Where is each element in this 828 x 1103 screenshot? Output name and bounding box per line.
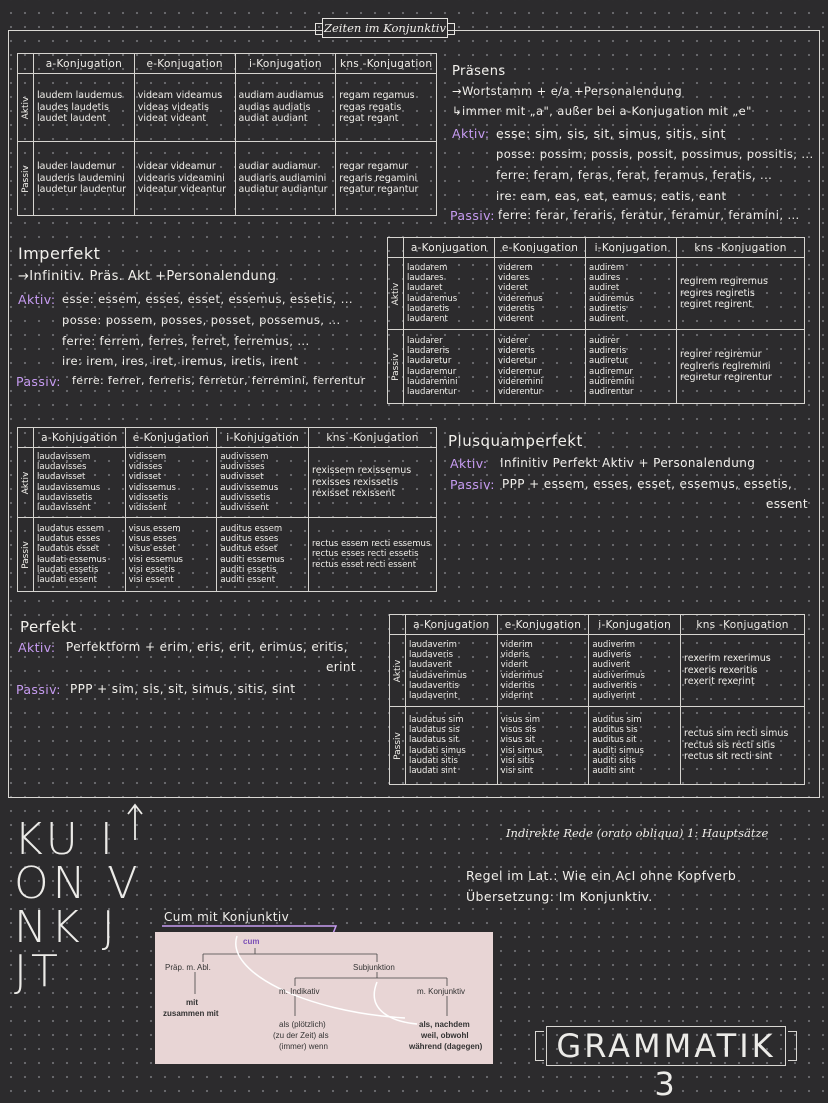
side-label-passive: Passiv [18,518,34,592]
plusquam-active-label: Aktiv: [450,456,488,471]
plusquam-passive-kns: rectus essem recti essemus rectus esses recti essetis rectus esset recti essent [309,518,437,592]
praesens-passive-kns: regar regamur regaris regamini regatur regantur [336,142,437,216]
diagram-prep: Präp. m. Abl. [165,963,211,972]
header-i: i-Konjugation [235,54,336,74]
plusquam-passive-label: Passiv: [450,477,495,492]
imperfekt-active-e: viderem videres videret videremus videretis viderent [495,258,586,330]
side-label-passive: Passiv [388,330,404,404]
plusquam-passive-rule-end: essent [766,497,808,511]
letter-row: JT [14,946,62,997]
perfekt-passive-i: auditus sim auditus sis auditus sit auditi simus auditi sitis auditi sint [589,707,681,785]
plusquam-passive-a: laudatus essem laudatus esses laudatus esset laudati essemus laudati essetis laudati essent [34,518,126,592]
diagram-subjunctive-meaning-2: weil, obwohl [421,1031,469,1040]
imperfekt-active-kns: regirem regiremus regires regiretis regiret regirent [677,258,805,330]
diagram-prep-meaning-2: zusammen mit [163,1009,219,1018]
header-i: i-Konjugation [586,238,677,258]
perfekt-table [389,614,805,785]
imperfekt-passive-i: audirer audireris audiretur audiremur audiremini audirentur [586,330,677,404]
header-kns: kns -Konjugation [677,238,805,258]
up-arrow-icon [124,802,146,842]
letter-row: NK J [14,902,119,953]
page-title: Zeiten im Konjunktiv [322,18,448,38]
header-e: e-Konjugation [134,54,235,74]
header-e: e-Konjugation [497,615,589,635]
perfekt-title: Perfekt [20,618,77,636]
diagram-indicative-meaning-1: als (plötzlich) [279,1020,326,1029]
side-label-passive: Passiv [390,707,406,785]
side-label-active: Aktiv [390,635,406,707]
indirect-title: Indirekte Rede (orato obliqua) 1: Hauptsätze [506,826,769,840]
plusquam-active-i: audivissem audivisses audivisset audivissemus audivissetis audivissent [217,448,309,518]
imperfekt-table [387,237,805,404]
letter-row: ON V [14,858,142,909]
header-kns: kns -Konjugation [309,428,437,448]
diagram-subjunctive: m. Konjunktiv [417,987,466,996]
perfekt-active-i: audiverim audiveris audiverit audiverimus audiveritis audiverint [589,635,681,707]
indirect-rule: Regel im Lat.: Wie ein AcI ohne Kopfverb [466,868,737,883]
plusquam-active-e: vidissem vidisses vidisset vidissemus vidissetis vidissent [125,448,217,518]
praesens-active-label: Aktiv: [452,126,490,141]
letter-row: KU I [14,814,117,865]
perfekt-active-kns: rexerim rexerimus rexeris rexeritis rexerit rexerint [681,635,805,707]
diagram-indicative-meaning-3: (immer) wenn [279,1042,328,1051]
imperfekt-active-i: audirem audires audiret audiremus audiretis audirent [586,258,677,330]
perfekt-active-rule-end: erint [326,660,356,674]
plusquam-active-kns: rexissem rexissemus rexisses rexissetis rexisset rexissent [309,448,437,518]
plusquam-active-rule: Infinitiv Perfekt Aktiv + Personalendung [500,456,756,470]
side-label-active: Aktiv [18,448,34,518]
praesens-passive-a: lauder laudemur lauderis laudemini laudetur laudentur [34,142,135,216]
header-a: a-Konjugation [406,615,498,635]
imperfekt-passive-kns: regirer regiremur regireris regiremini regiretur regirentur [677,330,805,404]
side-label-active: Aktiv [388,258,404,330]
imperfekt-rule: →Infinitiv. Präs. Akt +Personalendung [18,269,277,284]
header-a: a-Konjugation [34,428,126,448]
cum-diagram [155,932,493,1064]
plusquam-passive-rule: PPP + essem, esses, esset, essemus, essetis, [502,477,793,491]
praesens-ire: ire: eam, eas, eat, eamus, eatis, eant [496,189,727,203]
praesens-table [17,53,437,216]
praesens-ferre-passive: ferre: ferar, feraris, feratur, feramur, feramini, ... [498,208,800,222]
cum-title: Cum mit Konjunktiv [164,910,290,924]
plusquam-title: Plusquamperfekt [448,432,583,450]
side-label-passive: Passiv [18,142,34,216]
plusquam-passive-e: visus essem visus esses visus esset visi essemus visi essetis visi essent [125,518,217,592]
imperfekt-passive-e: viderer videreris videretur videremur videremini viderentur [495,330,586,404]
header-i: i-Konjugation [589,615,681,635]
konjunktiv-letter-grid [14,814,142,997]
praesens-esse: esse: sim, sis, sit, simus, sitis, sint [496,126,726,141]
imperfekt-active-a: laudarem laudares laudaret laudaremus laudaretis laudarent [404,258,495,330]
diagram-subjunction: Subjunktion [353,963,395,972]
praesens-passive-i: audiar audiamur audiaris audiamini audiatur audiantur [235,142,336,216]
imperfekt-passive-a: laudarer laudareris laudaretur laudaremur laudaremini laudarentur [404,330,495,404]
diagram-subjunctive-meaning-1: als, nachdem [419,1020,470,1029]
perfekt-passive-e: visus sim visus sis visus sit visi simus visi sitis visi sint [497,707,589,785]
praesens-active-kns: regam regamus regas regatis regat regant [336,74,437,142]
header-e: e-Konjugation [125,428,217,448]
perfekt-passive-rule: PPP + sim, sis, sit, simus, sitis, sint [70,682,296,696]
diagram-indicative: m. Indikativ [279,987,320,996]
perfekt-active-rule: Perfektform + erim, eris, erit, erimus, eritis, [66,640,348,654]
praesens-title: Präsens [452,64,506,79]
imperfekt-posse: posse: possem, posses, posset, possemus, ... [62,313,341,327]
perfekt-passive-kns: rectus sim recti simus rectus sis recti sitis rectus sit recti sint [681,707,805,785]
indirect-translation: Übersetzung: Im Konjunktiv. [466,889,653,904]
diagram-indicative-meaning-2: (zu der Zeit) als [273,1031,329,1040]
footer-banner: GRAMMATIK 3 [546,1026,786,1066]
praesens-rule-2: ↳immer mit „a", außer bei a-Konjugation mit „e" [452,104,752,118]
imperfekt-ire: ire: irem, ires, iret, iremus, iretis, irent [62,354,299,368]
praesens-active-a: laudem laudemus laudes laudetis laudet laudent [34,74,135,142]
plusquam-passive-i: auditus essem auditus esses auditus esset auditi essemus auditi essetis auditi essent [217,518,309,592]
perfekt-passive-a: laudatus sim laudatus sis laudatus sit laudati simus laudati sitis laudati sint [406,707,498,785]
praesens-active-i: audiam audiamus audias audiatis audiat audiant [235,74,336,142]
imperfekt-title: Imperfekt [18,244,101,263]
header-a: a-Konjugation [34,54,135,74]
side-label-active: Aktiv [18,74,34,142]
header-kns: kns -Konjugation [681,615,805,635]
imperfekt-esse: esse: essem, esses, esset, essemus, essetis, ... [62,292,353,306]
plusquam-active-a: laudavissem laudavisses laudavisset laudavissemus laudavissetis laudavissent [34,448,126,518]
imperfekt-ferre-passive: ferre: ferrer, ferreris, ferretur, ferremini, ferrentur [72,374,366,387]
plusquamperfekt-table [17,427,437,592]
perfekt-active-label: Aktiv: [18,640,56,655]
diagram-prep-meaning: mit [186,998,198,1007]
imperfekt-ferre: ferre: ferrem, ferres, ferret, ferremus, ... [62,334,310,348]
praesens-passive-e: videar videamur videaris videamini videatur videantur [134,142,235,216]
header-e: e-Konjugation [495,238,586,258]
praesens-posse: posse: possim, possis, possit, possimus, possitis, ... [496,147,814,161]
praesens-passive-label: Passiv: [450,208,495,223]
header-a: a-Konjugation [404,238,495,258]
diagram-root: cum [243,937,260,946]
praesens-rule-1: →Wortstamm + e/a +Personalendung [452,84,683,98]
imperfekt-active-label: Aktiv: [18,292,56,307]
diagram-subjunctive-meaning-3: während (dagegen) [409,1042,483,1051]
praesens-ferre: ferre: feram, feras, ferat, feramus, feratis, ... [496,168,773,182]
imperfekt-passive-label: Passiv: [16,374,61,389]
perfekt-passive-label: Passiv: [16,682,61,697]
header-i: i-Konjugation [217,428,309,448]
header-kns: kns -Konjugation [336,54,437,74]
perfekt-active-e: viderim videris viderit viderimus videritis viderint [497,635,589,707]
perfekt-active-a: laudaverim laudaveris laudaverit laudaverimus laudaveritis laudaverint [406,635,498,707]
praesens-active-e: videam videamus videas videatis videat videant [134,74,235,142]
